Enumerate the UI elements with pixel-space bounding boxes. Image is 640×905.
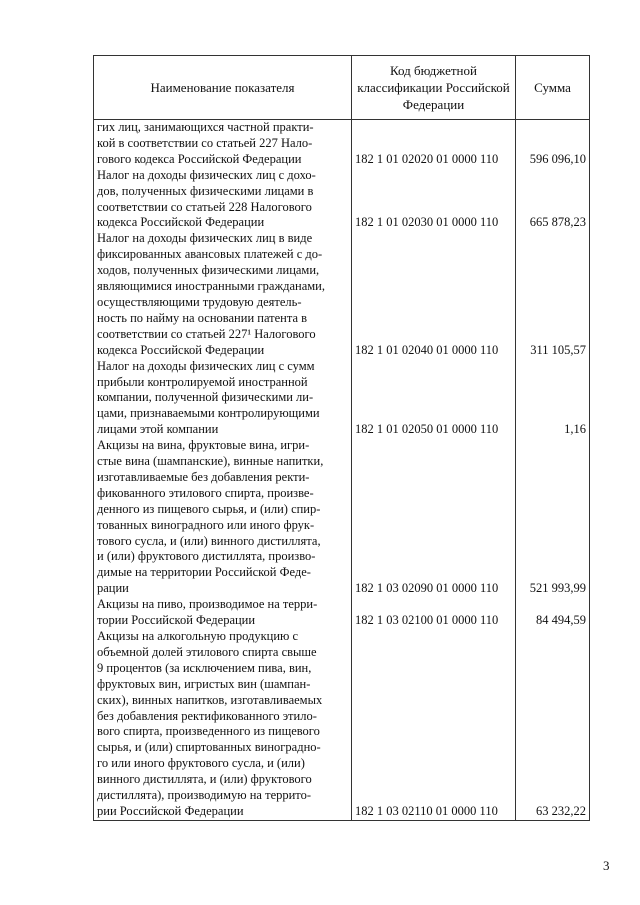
indicator-name-line: и (или) фруктового дистиллята, произво- [97,549,316,564]
indicator-name-line: димые на территории Российской Феде- [97,565,311,580]
table-row [94,597,590,629]
indicator-name-line: Акцизы на вина, фруктовые вина, игри- [97,438,310,453]
table-row [94,120,590,168]
sum-cell: 63 232,22 [516,629,590,820]
indicator-name-line: Налог на доходы физических лиц в виде [97,231,313,246]
indicator-name-line: кодекса Российской Федерации [97,215,265,230]
budget-code-cell: 182 1 03 02100 01 0000 110 [352,597,516,629]
indicator-name-line: Акцизы на пиво, производимое на терри- [97,597,318,612]
header-indicator-name: Наименование показателя [94,56,352,120]
sum-cell: 521 993,99 [516,438,590,597]
indicator-name-line: гих лиц, занимающихся частной практи- [97,120,314,134]
table-row [94,168,590,232]
indicator-name-line: дов, полученных физическими лицами в [97,183,314,198]
indicator-name-line: осуществляющими трудовую деятель- [97,294,302,309]
indicator-name-line: являющимися иностранными гражданами, [97,279,325,294]
budget-table [93,55,590,821]
indicator-name-line: рии Российской Федерации [97,803,244,818]
indicator-name-line: стые вина (шампанские), винные напитки, [97,454,324,469]
indicator-name-line: тового сусла, и (или) винного дистиллята, [97,533,321,548]
indicator-name-line: Акцизы на алкогольную продукцию с [97,629,299,643]
indicator-name-cell [94,629,352,820]
table-row [94,359,590,439]
indicator-name-line: соответствии со статьей 227¹ Налогового [97,326,316,341]
indicator-name-line: кой в соответствии со статьей 227 Нало- [97,135,313,150]
indicator-name-line: 9 процентов (за исключением пива, вин, [97,660,312,675]
page-number: 3 [603,858,610,873]
table-row [94,629,590,820]
indicator-name-cell [94,231,352,358]
indicator-name-line: сырья, и (или) спиртованных виноградно- [97,740,321,755]
sum-cell: 311 105,57 [516,231,590,358]
budget-code-cell: 182 1 01 02030 01 0000 110 [352,168,516,232]
indicator-name-line: соответствии со статьей 228 Налогового [97,199,312,214]
indicator-name-line: Налог на доходы физических лиц с дохо- [97,167,316,182]
sum-cell: 665 878,23 [516,168,590,232]
sum-cell: 84 494,59 [516,597,590,629]
budget-code-cell: 182 1 03 02110 01 0000 110 [352,629,516,820]
indicator-name-line: прибыли контролируемой иностранной [97,374,308,389]
indicator-name-line: кодекса Российской Федерации [97,342,265,357]
table-body [94,120,590,821]
header-budget-code: Код бюджетной классификации Российской Федерации [352,56,516,120]
indicator-name-line: без добавления ректификованного этило- [97,708,317,723]
indicator-name-line: фруктовых вин, игристых вин (шампан- [97,676,311,691]
sum-cell: 596 096,10 [516,120,590,168]
budget-code-cell: 182 1 01 02050 01 0000 110 [352,359,516,439]
indicator-name-cell [94,168,352,232]
indicator-name-line: объемной долей этилового спирта свыше [97,644,317,659]
indicator-name-line: денного из пищевого сырья, и (или) спир- [97,501,321,516]
indicator-name-cell [94,438,352,597]
indicator-name-line: фикованного этилового спирта, произве- [97,485,314,500]
budget-code-cell: 182 1 03 02090 01 0000 110 [352,438,516,597]
indicator-name-line: Налог на доходы физических лиц с сумм [97,358,315,373]
indicator-name-line: го или иного фруктового сусла, и (или) [97,756,305,771]
table-row [94,438,590,597]
indicator-name-line: ходов, полученных физическими лицами, [97,263,320,278]
indicator-name-cell [94,359,352,439]
indicator-name-line: тории Российской Федерации [97,613,256,628]
indicator-name-line: лицами этой компании [97,422,219,437]
indicator-name-line: компании, полученной физическими ли- [97,390,314,405]
indicator-name-line: ских), винных напитков, изготавливаемых [97,692,323,707]
indicator-name-line: цами, признаваемыми контролирующими [97,406,320,421]
indicator-name-line: ность по найму на основании патента в [97,310,308,325]
budget-code-cell: 182 1 01 02020 01 0000 110 [352,120,516,168]
table-header-row [94,56,590,120]
sum-cell: 1,16 [516,359,590,439]
indicator-name-line: гового кодекса Российской Федерации [97,151,302,166]
budget-code-cell: 182 1 01 02040 01 0000 110 [352,231,516,358]
indicator-name-line: тованных виноградного или иного фрук- [97,517,315,532]
indicator-name-line: винного дистиллята, и (или) фруктового [97,772,312,787]
indicator-name-line: фиксированных авансовых платежей с до- [97,247,323,262]
indicator-name-line: дистиллята), производимую на террито- [97,788,312,803]
indicator-name-line: вого спирта, произведенного из пищевого [97,724,320,739]
table-row [94,231,590,358]
indicator-name-cell [94,597,352,629]
indicator-name-cell [94,120,352,168]
indicator-name-line: изготавливаемые без добавления ректи- [97,469,310,484]
indicator-name-line: рации [97,581,129,596]
header-sum: Сумма [516,56,590,120]
